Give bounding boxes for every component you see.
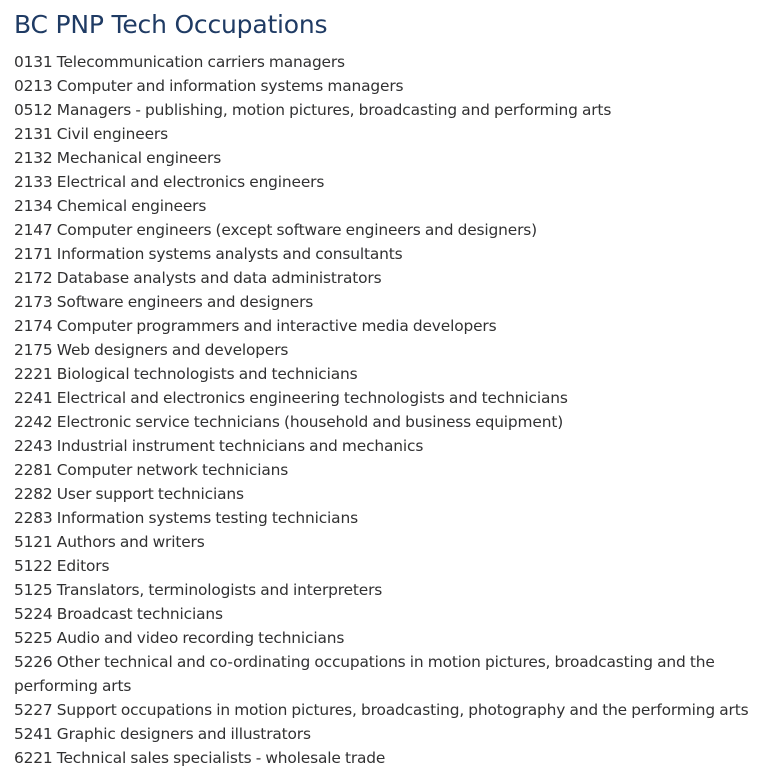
page-title: BC PNP Tech Occupations [14,10,328,39]
list-item: 5226 Other technical and co-ordinating occupations in motion pictures, broadcasting and the performing arts [14,653,715,695]
list-item: 2282 User support technicians [14,485,244,503]
list-item: 2134 Chemical engineers [14,197,207,215]
list-item: 0512 Managers - publishing, motion pictures, broadcasting and performing arts [14,101,612,119]
list-item: 5241 Graphic designers and illustrators [14,725,311,743]
list-item: 2241 Electrical and electronics engineering technologists and technicians [14,389,568,407]
list-item: 2133 Electrical and electronics engineers [14,173,325,191]
list-item: 2172 Database analysts and data administrators [14,269,382,287]
list-item: 5125 Translators, terminologists and interpreters [14,581,383,599]
list-item: 5122 Editors [14,557,110,575]
list-item: 0131 Telecommunication carriers managers [14,53,345,71]
list-item: 6221 Technical sales specialists - wholesale trade [14,749,386,767]
list-item: 2131 Civil engineers [14,125,168,143]
list-item: 2174 Computer programmers and interactive media developers [14,317,497,335]
list-item: 5227 Support occupations in motion pictures, broadcasting, photography and the performing arts [14,701,749,719]
list-item: 2171 Information systems analysts and consultants [14,245,403,263]
list-item: 2132 Mechanical engineers [14,149,222,167]
list-item: 5224 Broadcast technicians [14,605,223,623]
list-item: 2173 Software engineers and designers [14,293,314,311]
occupation-list [14,50,755,770]
list-item: 2283 Information systems testing technicians [14,509,358,527]
list-item: 5225 Audio and video recording technicians [14,629,345,647]
list-item: 5121 Authors and writers [14,533,205,551]
list-item: 2175 Web designers and developers [14,341,289,359]
list-item: 2281 Computer network technicians [14,461,289,479]
list-item: 2242 Electronic service technicians (household and business equipment) [14,413,564,431]
list-item: 2243 Industrial instrument technicians and mechanics [14,437,424,455]
list-item: 2147 Computer engineers (except software engineers and designers) [14,221,537,239]
list-item: 2221 Biological technologists and technicians [14,365,358,383]
list-item: 0213 Computer and information systems managers [14,77,404,95]
